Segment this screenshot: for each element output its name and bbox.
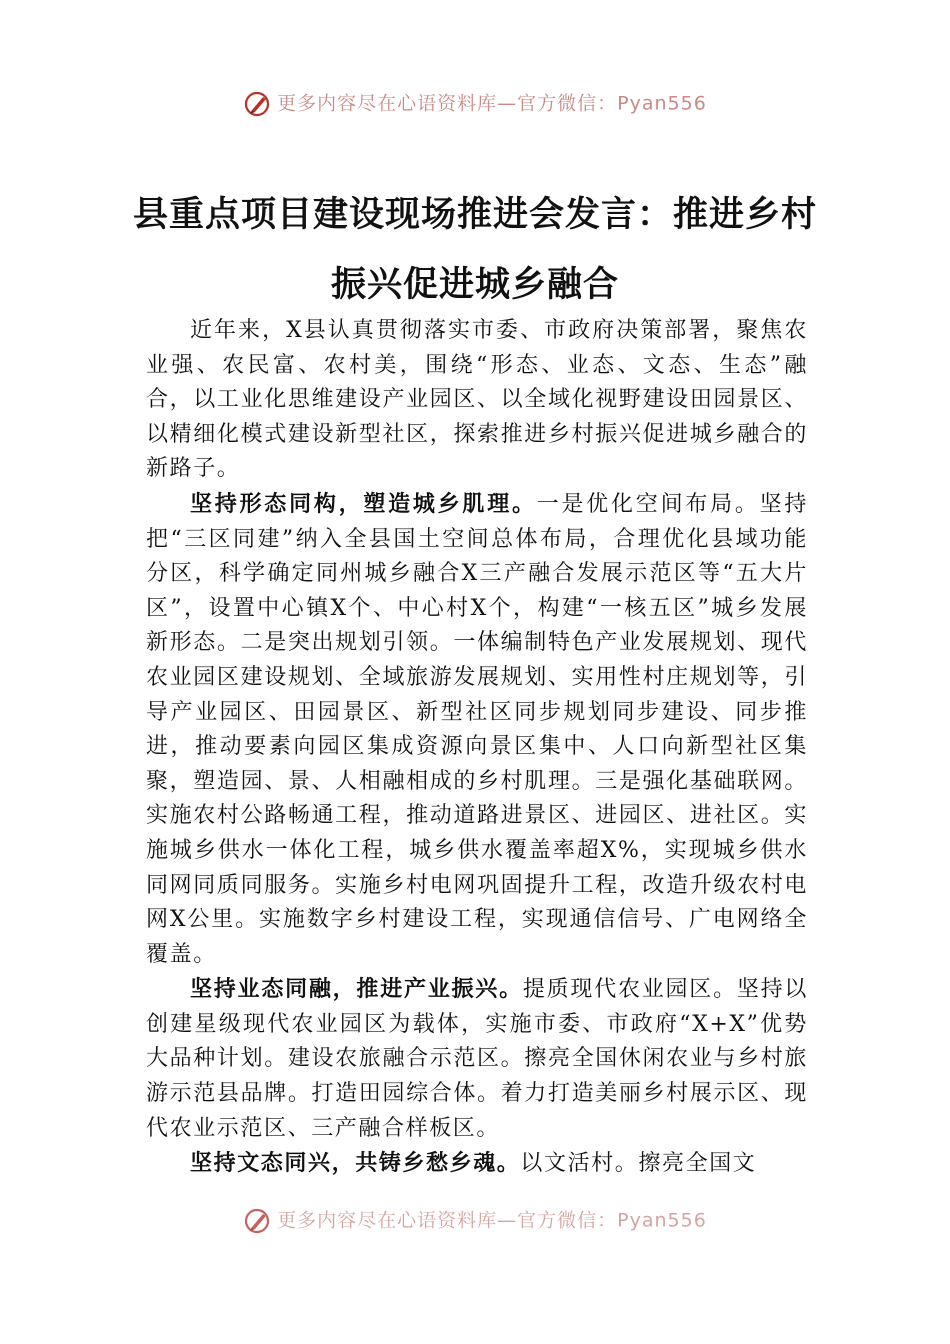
pen-logo-icon xyxy=(243,90,273,118)
paragraph-lead: 坚持形态同构，塑造城乡肌理。 xyxy=(190,490,537,517)
paragraph-form xyxy=(146,487,808,972)
paragraph-culture xyxy=(146,1146,808,1182)
paragraph-text: 提质现代农业园区。坚持以创建星级现代农业园区为载体，实施市委、市政府“X+X”优势大品种计划。建设农旅融合示范区。擦亮全国休闲农业与乡村旅游示范县品牌。打造田园综合体。着力打造美丽乡村展示区、现代农业示范区、三产融合样板区。 xyxy=(146,977,808,1141)
watermark-header xyxy=(0,89,950,118)
pen-logo-icon xyxy=(243,1207,273,1235)
paragraph-text: 近年来，X县认真贯彻落实市委、市政府决策部署，聚焦农业强、农民富、农村美，围绕“形态、业态、文态、生态”融合，以工业化思维建设产业园区、以全域化视野建设田园景区、以精细化模式建设新型社区，探索推进乡村振兴促进城乡融合的新路子。 xyxy=(146,318,808,482)
document-body xyxy=(146,313,808,1213)
watermark-text: 更多内容尽在心语资料库—官方微信：Pyan556 xyxy=(277,92,707,115)
paragraph-intro xyxy=(146,313,808,487)
document-title: 县重点项目建设现场推进会发言：推进乡村振兴促进城乡融合 xyxy=(132,194,817,305)
paragraph-text: 一是优化空间布局。坚持把“三区同建”纳入全县国土空间总体布局，合理优化县域功能分区，科学确定同州城乡融合X三产融合发展示范区等“五大片区”，设置中心镇X个、中心村X个，构建“一核五区”城乡发展新形态。二是突出规划引领。一体编制特色产业发展规划、现代农业园区建设规划、全域旅游发展规划、实用性村庄规划等，引导产业园区、田园景区、新型社区同步规划同步建设、同步推进，推动要素向园区集成资源向景区集中、人口向新型社区集聚，塑造园、景、人相融相成的乡村肌理。三是强化基础联网。实施农村公路畅通工程，推动道路进景区、进园区、进社区。实施城乡供水一体化工程，城乡供水覆盖率超X%，实现城乡供水同网同质同服务。实施乡村电网巩固提升工程，改造升级农村电网X公里。实施数字乡村建设工程，实现通信信号、广电网络全覆盖。 xyxy=(146,491,808,967)
paragraph-lead: 坚持文态同兴，共铸乡愁乡魂。 xyxy=(190,1150,521,1177)
watermark-text: 更多内容尽在心语资料库—官方微信：Pyan556 xyxy=(277,1209,707,1232)
paragraph-industry xyxy=(146,972,808,1146)
watermark-footer xyxy=(0,1206,950,1235)
paragraph-lead: 坚持业态同融，推进产业振兴。 xyxy=(190,976,523,1003)
paragraph-text: 以文活村。擦亮全国文 xyxy=(520,1151,757,1177)
